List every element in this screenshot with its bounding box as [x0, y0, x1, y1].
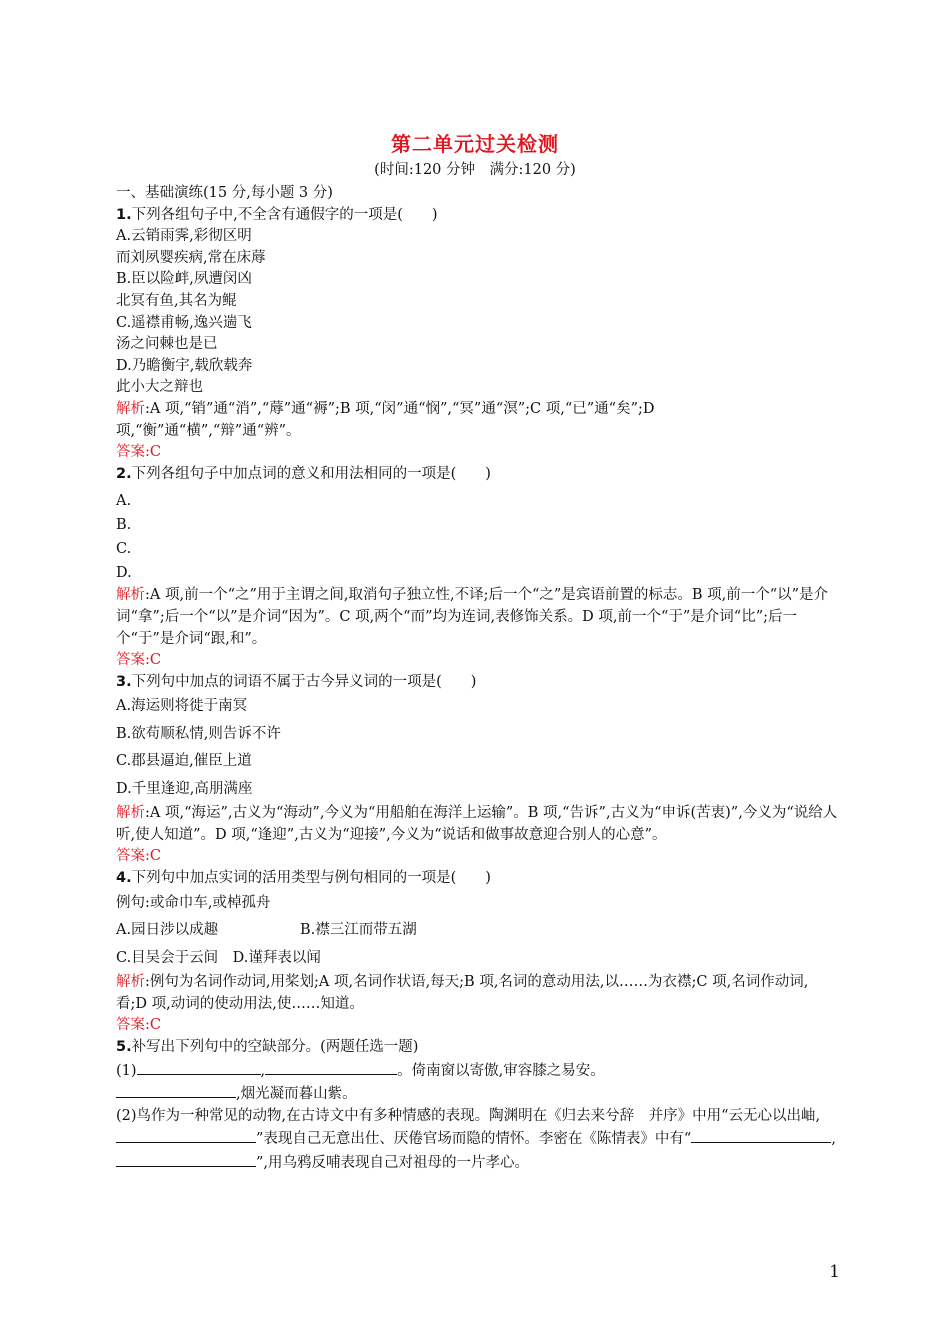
q1-line: 汤之问棘也是已 [116, 336, 218, 353]
part-label: (1) [116, 1062, 137, 1079]
question-2-stem [116, 464, 838, 486]
section-heading: 一、基础演练(15 分,每小题 3 分) [116, 185, 333, 201]
question-text: 下列各组句子中,不全含有通假字的一项是( ) [131, 206, 438, 223]
q4-option-b: B.襟三江而带五湖 [300, 922, 417, 939]
q2-option-d: D. [116, 565, 132, 582]
fill-blank[interactable] [116, 1082, 236, 1098]
q3-analysis [116, 803, 838, 846]
punctuation: , [260, 1062, 266, 1079]
analysis-label: 解析 [116, 400, 145, 417]
q1-analysis [116, 399, 838, 442]
q4-analysis [116, 972, 838, 1015]
q3-option-b: B.欲苟顺私情,则告诉不许 [116, 725, 281, 742]
q1-line: A.云销雨霁,彩彻区明 [116, 228, 252, 245]
fill-blank[interactable] [116, 1127, 256, 1143]
q4-option-a: A.园日涉以成趣 [116, 922, 219, 939]
q1-line: 而刘夙婴疾病,常在床蓐 [116, 249, 266, 266]
q4-options-cd: C.目吴会于云间 D.谨拜表以闻 [116, 949, 321, 966]
q2-answer: 答案:C [116, 652, 161, 669]
q3-answer: 答案:C [116, 848, 161, 865]
q3-option-a: A.海运则将徙于南冥 [116, 698, 248, 715]
analysis-label: 解析 [116, 587, 145, 604]
q1-line: D.乃瞻衡宇,载欣载奔 [116, 357, 253, 374]
q5-part1-line1 [116, 1059, 838, 1083]
prompt-text: ”,用乌鸦反哺表现自己对祖母的一片孝心。 [256, 1154, 530, 1171]
q4-options-ab [116, 917, 838, 945]
q4-answer: 答案:C [116, 1017, 161, 1034]
fill-blank[interactable] [116, 1151, 256, 1167]
question-number: 1. [116, 206, 132, 223]
question-number: 4. [116, 870, 132, 887]
question-number: 3. [116, 673, 132, 690]
q2-option-a: A. [116, 493, 132, 510]
question-number: 5. [116, 1038, 132, 1055]
q1-line: 此小大之辩也 [116, 379, 203, 396]
analysis-text: :例句为名词作动词,用桨划;A 项,名词作状语,每天;B 项,名词的意动用法,以……为衣襟;C 项,名词作动词,看;D 项,动词的使动用法,使……知道。 [116, 974, 809, 1012]
question-text: 下列各组句子中加点词的意义和用法相同的一项是( ) [131, 465, 491, 482]
poem-text: 。倚南窗以寄傲,审容膝之易安。 [397, 1062, 605, 1079]
q5-part2 [116, 1106, 838, 1175]
q3-option-d: D.千里逢迎,高朋满座 [116, 780, 253, 797]
punctuation: , [831, 1131, 836, 1148]
fill-blank[interactable] [137, 1059, 261, 1075]
question-5-stem [116, 1037, 838, 1059]
question-4-stem [116, 868, 838, 890]
q4-example: 例句:或命巾车,或棹孤舟 [116, 894, 271, 911]
page-subtitle: (时间:120 分钟 满分:120 分) [374, 162, 576, 178]
analysis-label: 解析 [116, 805, 145, 822]
question-number: 2. [116, 465, 132, 482]
analysis-text: :A 项,前一个“之”用于主谓之间,取消句子独立性,不译;后一个“之”是宾语前置的标志。B 项,前一个“以”是介词“拿”;后一个“以”是介词“因为”。C 项,两个“而”均为连词,表修饰关系。D 项,前一个“于”是介词“比”;后一个“于”是介词“跟,和”。 [116, 587, 829, 647]
question-3-stem [116, 672, 838, 694]
q1-answer: 答案:C [116, 444, 161, 461]
analysis-label: 解析 [116, 974, 145, 991]
poem-text: ,烟光凝而暮山紫。 [236, 1086, 357, 1103]
prompt-text: ”表现自己无意出仕、厌倦官场而隐的情怀。李密在《陈情表》中有“ [256, 1131, 692, 1148]
page-number: 1 [829, 1262, 840, 1282]
q5-part1-line2 [116, 1082, 838, 1106]
document-body [116, 183, 838, 1175]
q1-line: B.臣以险衅,夙遭闵凶 [116, 271, 252, 288]
question-text: 下列句中加点实词的活用类型与例句相同的一项是( ) [131, 870, 491, 887]
q3-option-c: C.郡县逼迫,催臣上道 [116, 753, 252, 770]
question-1-stem [116, 205, 838, 227]
page-title: 第二单元过关检测 [391, 132, 559, 156]
q2-option-b: B. [116, 517, 132, 534]
q2-analysis [116, 585, 838, 650]
prompt-text: (2)鸟作为一种常见的动物,在古诗文中有多种情感的表现。陶渊明在《归去来兮辞 并序》中用“云无心以出岫, [116, 1107, 821, 1124]
question-text: 补写出下列句中的空缺部分。(两题任选一题) [131, 1038, 419, 1055]
analysis-text: :A 项,“海运”,古义为“海动”,今义为“用船舶在海洋上运输”。B 项,“告诉”,古义为“申诉(苦衷)”,今义为“说给人听,使人知道”。D 项,“逢迎”,古义为“迎接”,今义为“说话和做事故意迎合别人的心意”。 [116, 805, 838, 843]
analysis-text: :A 项,“销”通“消”,“蓐”通“褥”;B 项,“闵”通“悯”,“冥”通“溟”;C 项,“已”通“矣”;D 项,“衡”通“横”,“辩”通“辨”。 [116, 400, 655, 439]
q1-line: 北冥有鱼,其名为鲲 [116, 292, 237, 309]
fill-blank[interactable] [691, 1127, 831, 1143]
q1-line: C.遥襟甫畅,逸兴遄飞 [116, 314, 252, 331]
fill-blank[interactable] [265, 1059, 397, 1075]
question-text: 下列句中加点的词语不属于古今异义词的一项是( ) [131, 673, 477, 690]
q2-option-c: C. [116, 541, 132, 558]
